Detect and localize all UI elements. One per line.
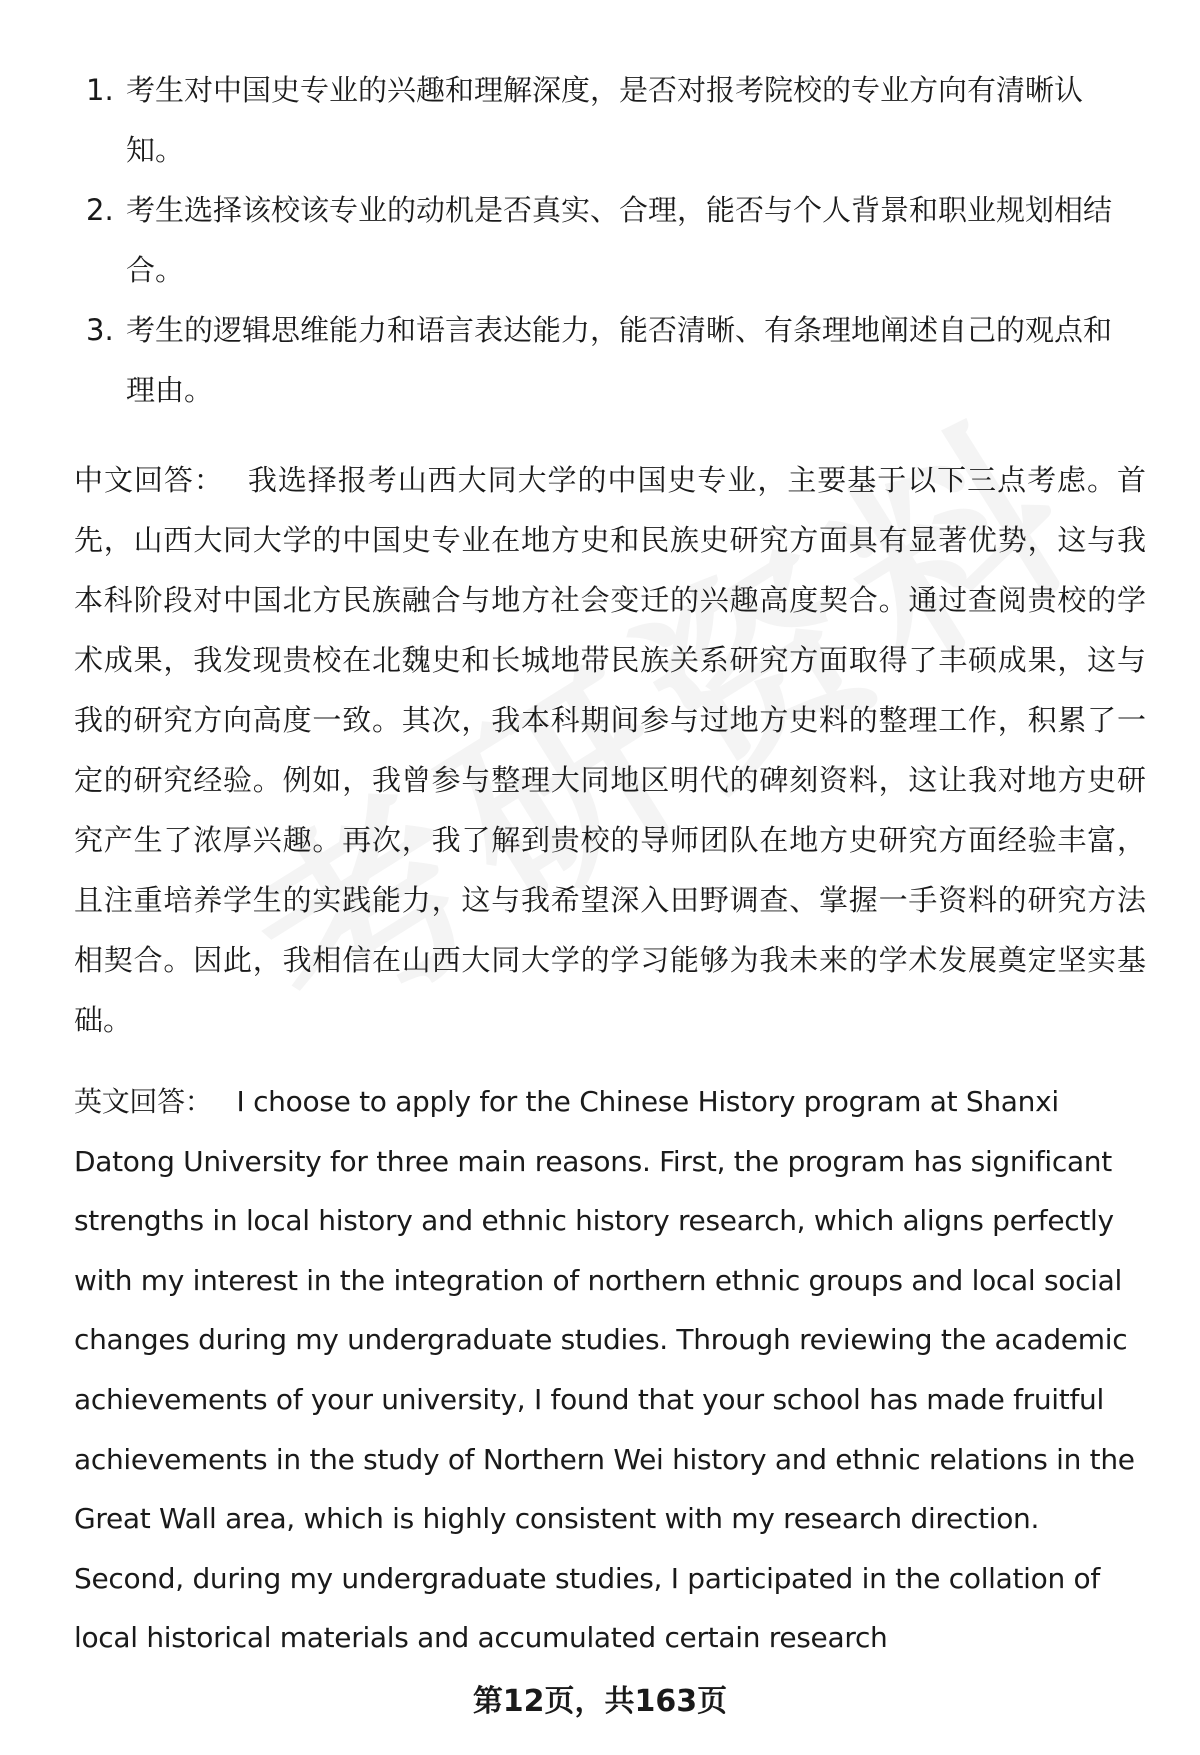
chinese-answer-text: 我选择报考山西大同大学的中国史专业，主要基于以下三点考虑。首先，山西大同大学的中国史专业在地方史和民族史研究方面具有显著优势，这与我本科阶段对中国北方民族融合与地方社会变迁的兴趣高度契合。通过查阅贵校的学术成果，我发现贵校在北魏史和长城地带民族关系研究方面取得了丰硕成果，这与我的研究方向高度一致。其次，我本科期间参与过地方史料的整理工作，积累了一定的研究经验。例如，我曾参与整理大同地区明代的碑刻资料，这让我对地方史研究产生了浓厚兴趣。再次，我了解到贵校的导师团队在地方史研究方面经验丰富，且注重培养学生的实践能力，这与我希望深入田野调查、掌握一手资料的研究方法相契合。因此，我相信在山西大同大学的学习能够为我未来的学术发展奠定坚实基础。 <box>74 463 1146 1037</box>
english-answer-text: I choose to apply for the Chinese History program at Shanxi Datong University for three main reasons. First, the program has significant strengths in local history and ethnic history research, which aligns perfectly with my interest in the integration of northern ethnic groups and local social changes during my undergraduate studies. Through reviewing the academic achievements of your university, I found that your school has made fruitful achievements in the study of Northern Wei history and ethnic relations in the Great Wall area, which is highly consistent with my research direction. Second, during my undergraduate studies, I participated in the collation of local historical materials and accumulated certain research <box>74 1085 1135 1655</box>
criteria-number: 1. <box>86 73 114 107</box>
criteria-text: 考生对中国史专业的兴趣和理解深度，是否对报考院校的专业方向有清晰认知。 <box>126 73 1084 167</box>
criteria-item <box>74 180 1134 300</box>
criteria-number: 2. <box>86 193 114 227</box>
chinese-answer-paragraph <box>74 450 1146 1050</box>
criteria-text: 考生的逻辑思维能力和语言表达能力，能否清晰、有条理地阐述自己的观点和理由。 <box>126 313 1113 407</box>
chinese-answer-label: 中文回答： <box>74 463 224 497</box>
criteria-number: 3. <box>86 313 114 347</box>
criteria-item <box>74 300 1134 420</box>
criteria-text: 考生选择该校该专业的动机是否真实、合理，能否与个人背景和职业规划相结合。 <box>126 193 1113 287</box>
english-answer-paragraph <box>74 1072 1146 1668</box>
page-number-footer: 第12页，共163页 <box>472 1684 728 1719</box>
criteria-item <box>74 60 1134 180</box>
evaluation-criteria-list <box>74 60 1134 420</box>
english-answer-label: 英文回答： <box>74 1085 213 1118</box>
